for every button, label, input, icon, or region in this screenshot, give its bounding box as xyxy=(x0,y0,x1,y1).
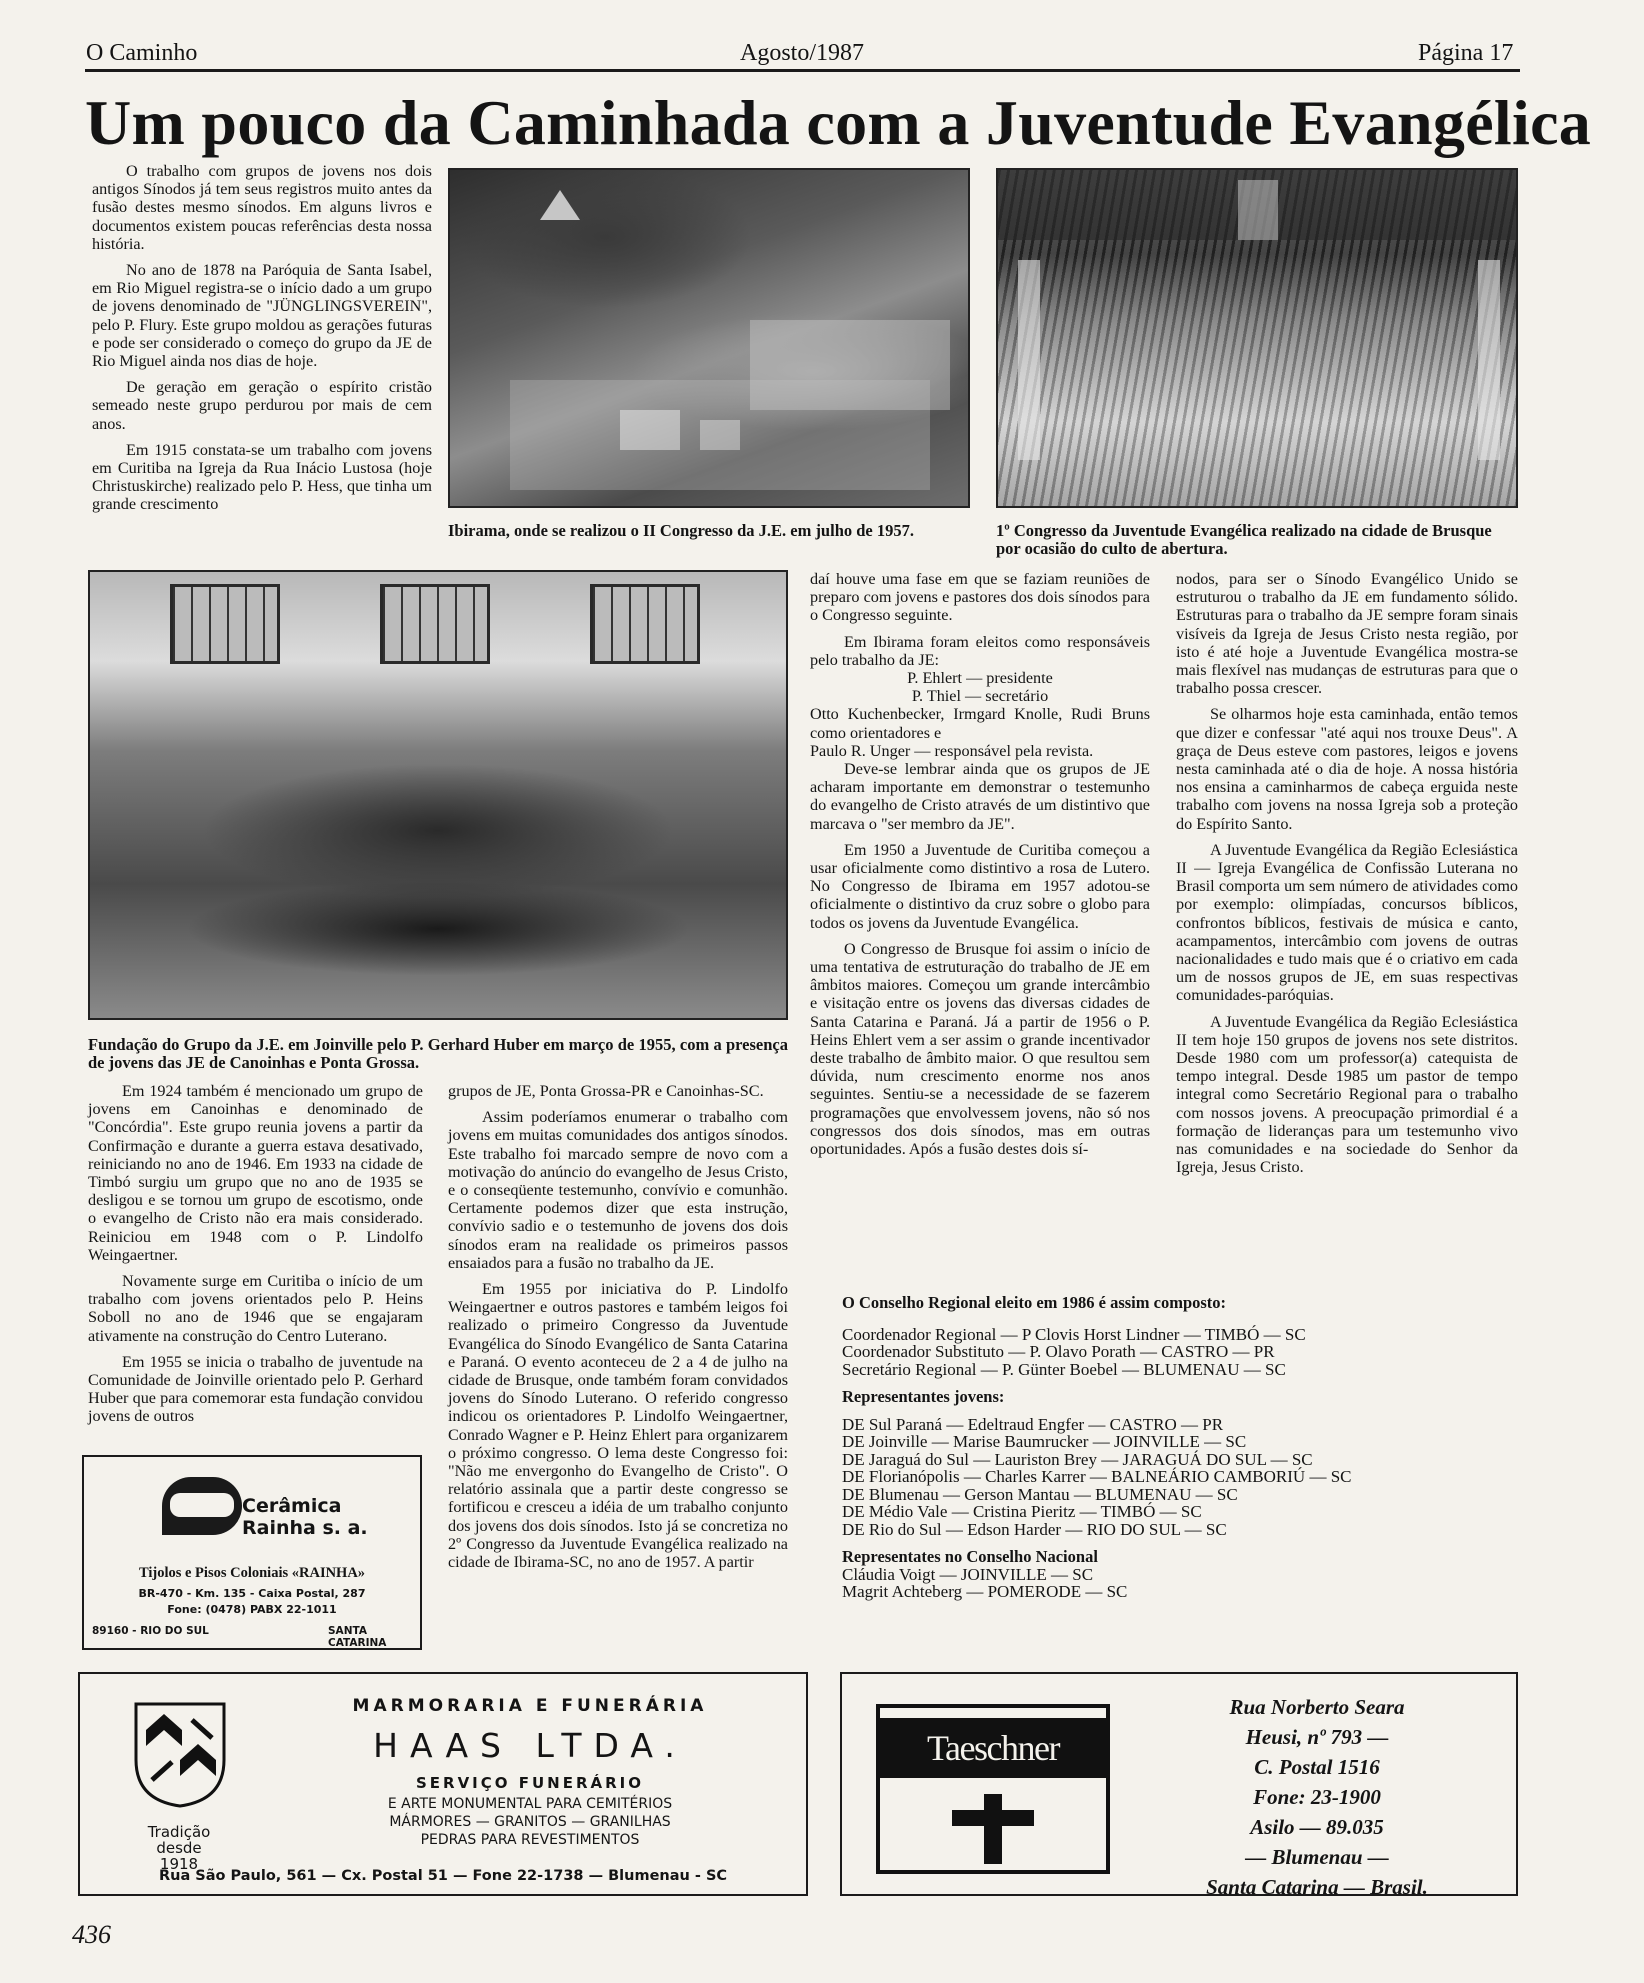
haas-tradition xyxy=(104,1824,254,1872)
article-paragraph: A Juventude Evangélica da Região Eclesiástica II — Igreja Evangélica de Confissão Luterana no Brasil comporta um sem número de atividades como por exemplo: olimpíadas, concursos bíblicos, confrontos bíblicos, festivais de música e canto, acampamentos, intercâmbio com jovens de outras nacionalidades e tudo mais que é o criativo em cada um de nossos grupos de JE, em suas respectivas comunidades-paróquias. xyxy=(1176,840,1518,1005)
youth-rep: DE Blumenau — Gerson Mantau — BLUMENAU — SC xyxy=(842,1484,1238,1504)
article-column-left xyxy=(88,1082,423,1434)
article-column-middle xyxy=(448,1082,788,1579)
article-paragraph: Em 1955 por iniciativa do P. Lindolfo Weingaertner e outros pastores e também leigos foi realizado o primeiro Congresso da Juventude Evangélica do Sínodo Evangélico de Santa Catarina e Paraná. O evento aconteceu de 2 a 4 de julho na cidade de Brusque, onde também foram convidados jovens do Sínodo Luterano. O referido congresso indicou os orientadores P. Lindolfo Weingaertner, Conrado Wagner e P. Heinz Ehlert para organizarem o próximo congresso. O lema deste Congresso foi: "Não me envergonho do Evangelho de Cristo". O relatório assinala que a partir deste congresso se fortificou e cresceu a idéia de um trabalho conjunto dos jovens dos dois sínodos. Isto já se concretiza no 2º Congresso da Juventude Evangélica realizado na cidade de Ibirama-SC, no ano de 1957. A partir xyxy=(448,1280,788,1572)
ceramica-state: SANTA CATARINA xyxy=(328,1625,387,1649)
ad-haas-funeraria xyxy=(78,1672,808,1896)
ceramica-logo-cutout xyxy=(170,1493,234,1517)
article-column-right-a xyxy=(810,570,1150,1166)
haas-line1: MARMORARIA E FUNERÁRIA xyxy=(352,1696,708,1716)
national-rep: Magrit Achteberg — POMERODE — SC xyxy=(842,1582,1128,1601)
article-paragraph: Novamente surge em Curitiba o início de um trabalho com jovens orientados pelo P. Heins Soboll no ano de 1946 que se engajaram ativamente na construção do Centro Luterano. xyxy=(88,1272,423,1345)
taeschner-line: Fone: 23-1900 xyxy=(1253,1785,1381,1809)
photo-joinville-group xyxy=(88,570,788,1020)
council-officer: Coordenador Regional — P Clovis Horst Lindner — TIMBÓ — SC xyxy=(842,1324,1306,1344)
taeschner-line: Rua Norberto Seara xyxy=(1229,1695,1405,1719)
council-title: O Conselho Regional eleito em 1986 é assim composto: xyxy=(842,1293,1227,1312)
intro-paragraph: De geração em geração o espírito cristão semeado neste grupo perdurou por mais de cem anos. xyxy=(92,378,432,433)
taeschner-logo-mark xyxy=(952,1810,1034,1826)
intro-column xyxy=(92,162,432,522)
taeschner-address xyxy=(1132,1692,1502,1902)
caption-joinville: Fundação do Grupo da J.E. em Joinville pelo P. Gerhard Huber em março de 1955, com a presença de jovens das JE de Canoinhas e Ponta Grossa. xyxy=(88,1035,788,1072)
haas-coat-of-arms-icon xyxy=(132,1700,228,1810)
haas-tradition-line: 1918 xyxy=(159,1855,199,1873)
youth-reps-title: Representantes jovens: xyxy=(842,1387,1005,1406)
article-paragraph: grupos de JE, Ponta Grossa-PR e Canoinhas-SC. xyxy=(448,1082,764,1100)
article-paragraph: Se olharmos hoje esta caminhada, então temos que dizer e confessar "até aqui nos trouxe Deus". A graça de Deus esteve com pastores, leigos e jovens nesta caminhada até o dia de hoje. A nossa história nos ensina a caminharmos de cabeça erguida neste trabalho com jovens na nossa Igreja sob a proteção do Espírito Santo. xyxy=(1176,705,1518,833)
ceramica-logo-line2: Rainha s. a. xyxy=(242,1517,368,1539)
list-line: P. Thiel — secretário xyxy=(911,687,1049,706)
ad-ceramica-rainha xyxy=(82,1455,422,1650)
article-paragraph: Assim poderíamos enumerar o trabalho com jovens em muitas comunidades dos antigos sínodos. Este trabalho foi marcado sempre de novo com a motivação do anúncio do evangelho de Jesus Cristo, e o conseqüente testemunho, convívio e comunhão. Certamente podemos dizer que esta instrução, convívio sadio e o testemunho de jovens dos dois sínodos eram na realidade os primeiros passos ensaiados para a fusão no trabalho da JE. xyxy=(448,1108,788,1272)
article-column-right-b xyxy=(1176,570,1518,1185)
haas-service: SERVIÇO FUNERÁRIO xyxy=(415,1774,645,1792)
ad-taeschner xyxy=(840,1672,1518,1899)
ceramica-phone: Fone: (0478) PABX 22-1011 xyxy=(167,1603,337,1616)
photo-window xyxy=(590,584,700,664)
national-rep: Cláudia Voigt — JOINVILLE — SC xyxy=(842,1564,1094,1584)
photo-ibirama-landscape xyxy=(448,168,970,508)
youth-rep: DE Joinville — Marise Baumrucker — JOINVILLE — SC xyxy=(842,1432,1247,1451)
headline: Um pouco da Caminhada com a Juventude Evangélica xyxy=(85,87,1592,158)
intro-paragraph: O trabalho com grupos de jovens nos dois antigos Sínodos já tem seus registros muito antes da fusão destes mesmo sínodos. Em alguns livros e documentos existem poucas referências desta nossa história. xyxy=(92,162,432,253)
list-line: Paulo R. Unger — responsável pela revista. xyxy=(810,741,1094,760)
photo-window xyxy=(170,584,280,664)
taeschner-logo-mark xyxy=(984,1794,1002,1864)
haas-address: Rua São Paulo, 561 — Cx. Postal 51 — Fone 22-1738 — Blumenau - SC xyxy=(158,1868,728,1884)
taeschner-line: Santa Catarina — Brasil. xyxy=(1206,1875,1428,1899)
taeschner-line: C. Postal 1516 xyxy=(1254,1755,1380,1779)
list-line: P. Ehlert — presidente xyxy=(907,669,1053,688)
article-paragraph: Em Ibirama foram eleitos como responsáveis pelo trabalho da JE: xyxy=(810,632,1150,669)
youth-rep: DE Jaraguá do Sul — Lauriston Brey — JARAGUÁ DO SUL — SC xyxy=(842,1449,1313,1469)
page-number: 436 xyxy=(72,1920,111,1949)
youth-rep: DE Médio Vale — Cristina Pieritz — TIMBÓ — SC xyxy=(842,1502,1202,1521)
issue-date: Agosto/1987 xyxy=(740,40,865,66)
photo-brusque-drawing xyxy=(998,170,1518,508)
article-paragraph: nodos, para ser o Sínodo Evangélico Unido se estruturou o trabalho da JE em fundamento sólido. Estruturas para o trabalho da JE sempre foram sinais visíveis da Igreja de Jesus Cristo nesta região, por isto é até hoje a Juventude Evangélica mostra-se mais flexível nas mudanças de estruturas para que o trabalho possa crescer. xyxy=(1176,570,1518,698)
council-officer: Secretário Regional — P. Günter Boebel — BLUMENAU — SC xyxy=(842,1359,1286,1379)
haas-tradition-line: Tradição xyxy=(147,1823,211,1841)
photo-ibirama-drawing xyxy=(450,170,970,508)
national-reps-title: Representates no Conselho Nacional xyxy=(842,1547,1098,1566)
photo-window xyxy=(380,584,490,664)
council-officer: Coordenador Substituto — P. Olavo Porath — CASTRO — PR xyxy=(842,1342,1275,1361)
regional-council-box xyxy=(842,1294,1518,1601)
ceramica-tagline: Tijolos e Pisos Coloniais «RAINHA» xyxy=(138,1565,366,1581)
haas-desc2: MÁRMORES — GRANITOS — GRANILHAS xyxy=(389,1814,671,1830)
list-line: Otto Kuchenbecker, Irmgard Knolle, Rudi Bruns como orientadores e xyxy=(810,705,1150,742)
ceramica-cep: 89160 - RIO DO SUL xyxy=(92,1625,209,1637)
taeschner-line: Asilo — 89.035 xyxy=(1250,1815,1384,1839)
photo-brusque-congress xyxy=(996,168,1518,508)
publication-name: O Caminho xyxy=(86,40,198,66)
haas-desc1: E ARTE MONUMENTAL PARA CEMITÉRIOS xyxy=(387,1796,673,1812)
taeschner-line: — Blumenau — xyxy=(1245,1845,1389,1869)
ceramica-address: BR-470 - Km. 135 - Caixa Postal, 287 xyxy=(138,1587,366,1600)
article-paragraph: Em 1924 também é mencionado um grupo de jovens em Canoinhas e denominado de "Concórdia". Este grupo reunia jovens a partir da Confirmação e durante a guerra estava desativado, reiniciando no ano de 1946. Em 1933 na cidade de Timbó surgiu um grupo que no ano de 1935 se desligou e se tornou um grupo de escotismo, onde o evangelho de Cristo não era mais considerado. Reiniciou em 1948 com o P. Lindolfo Weingaertner. xyxy=(88,1082,423,1264)
haas-desc3: PEDRAS PARA REVESTIMENTOS xyxy=(420,1832,640,1848)
article-paragraph: A Juventude Evangélica da Região Eclesiástica II tem hoje 150 grupos de jovens nos sete distritos. Desde 1980 com um professor(a) catequista de tempo integral. Desde 1985 um pastor de tempo integral como Secretário Regional para o trabalho com nossos jovens. A preocupação primordial é a formação de lideranças para um testemunho vivo nas comunidades e na sociedade do Senhor da Igreja, Jesus Cristo. xyxy=(1176,1012,1518,1177)
article-paragraph: Deve-se lembrar ainda que os grupos de JE acharam importante em demonstrar o testemunho do evangelho de Cristo através de um distintivo que marcava o "ser membro da JE". xyxy=(810,760,1150,833)
page-label: Página 17 xyxy=(1418,40,1514,66)
taeschner-logo xyxy=(876,1704,1110,1874)
haas-name: HAAS LTDA. xyxy=(373,1726,687,1765)
youth-rep: DE Rio do Sul — Edson Harder — RIO DO SUL — SC xyxy=(842,1519,1227,1539)
taeschner-line: Heusi, nº 793 — xyxy=(1245,1725,1389,1749)
youth-rep: DE Sul Paraná — Edeltraud Engfer — CASTRO — PR xyxy=(842,1414,1224,1434)
ceramica-logo-line1: Cerâmica xyxy=(242,1495,342,1517)
header-rule xyxy=(85,69,1520,72)
article-paragraph: O Congresso de Brusque foi assim o início de uma tentativa de estruturação do trabalho de JE em âmbitos maiores. Começou um grande intercâmbio e visitação entre os jovens das diversas cidades de Santa Catarina e Paraná. Já a partir de 1956 o P. Heins Ehlert vem a ser assim o grande incentivador deste trabalho de âmbito maior. O que resultou sem dúvida, num crescimento enorme nos anos seguintes. Sentiu-se a necessidade de se fazerem programações que envolvessem jovens, não só nos congressos dos dois sínodos, mas em outras oportunidades. Após a fusão destes dois sí- xyxy=(810,939,1150,1159)
caption-ibirama: Ibirama, onde se realizou o II Congresso da J.E. em julho de 1957. xyxy=(448,521,914,540)
article-paragraph: daí houve uma fase em que se faziam reuniões de preparo com jovens e pastores dos dois sínodos para o Congresso seguinte. xyxy=(810,570,1150,625)
taeschner-brand: Taeschner xyxy=(880,1718,1106,1778)
youth-rep: DE Florianópolis — Charles Karrer — BALNEÁRIO CAMBORIÚ — SC xyxy=(842,1467,1352,1486)
intro-paragraph: Em 1915 constata-se um trabalho com jovens em Curitiba na Igreja da Rua Inácio Lustosa (hoje Christuskirche) realizado pelo P. Hess, que tinha um grande crescimento xyxy=(92,440,432,514)
article-paragraph: Em 1950 a Juventude de Curitiba começou a usar oficialmente como distintivo a rosa de Lutero. No Congresso de Ibirama em 1957 adotou-se oficialmente o distintivo da cruz sobre o globo para todos os jovens da Juventude Evangélica. xyxy=(810,840,1150,932)
haas-tradition-line: desde xyxy=(156,1839,202,1857)
caption-brusque: 1º Congresso da Juventude Evangélica realizado na cidade de Brusque por ocasião do culto de abertura. xyxy=(996,521,1492,558)
intro-paragraph: No ano de 1878 na Paróquia de Santa Isabel, em Rio Miguel registra-se o início dado a um grupo de jovens denominado de "JÜNGLINGSVEREIN", pelo P. Flury. Este grupo moldou as gerações futuras e pode ser considerado o começo do grupo da JE de Rio Miguel ainda nos dias de hoje. xyxy=(92,261,432,371)
article-paragraph: Em 1955 se inicia o trabalho de juventude na Comunidade de Joinville orientado pelo P. Gerhard Huber que para comemorar esta fundação convidou jovens de outros xyxy=(88,1352,423,1426)
